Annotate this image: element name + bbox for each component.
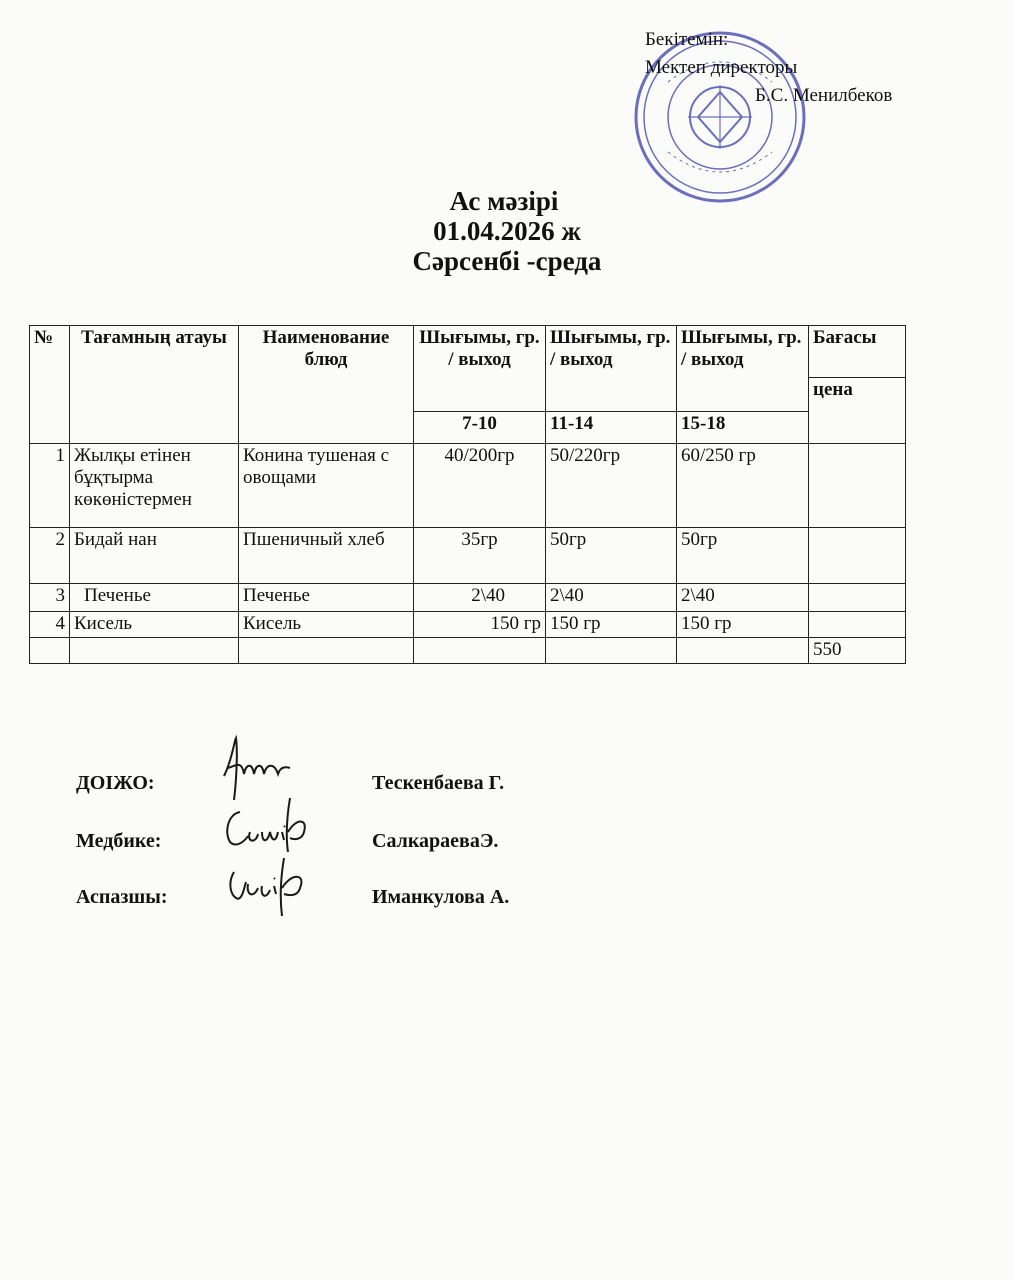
dish-name-kz: Кисель [70, 612, 239, 638]
document-title: Ас мәзірі [449, 186, 559, 216]
signature-name: Тескенбаева Г. [372, 772, 505, 794]
table-row [30, 612, 906, 638]
header-age-7-10: 7-10 [414, 412, 546, 444]
header-dish-name-ru: Наименование блюд [239, 326, 414, 444]
yield-11-14: 50/220гр [546, 444, 677, 528]
row-number: 2 [30, 528, 70, 584]
yield-11-14: 50гр [546, 528, 677, 584]
yield-15-18: 2\40 [677, 584, 809, 612]
handwritten-signature [218, 848, 328, 918]
header-age-11-14: 11-14 [546, 412, 677, 444]
price-cell [809, 444, 906, 528]
empty-cell [414, 638, 546, 664]
header-price-blank [809, 412, 906, 444]
dish-name-kz: Печенье [70, 584, 239, 612]
empty-cell [30, 638, 70, 664]
header-age-15-18: 15-18 [677, 412, 809, 444]
dish-name-kz: Бидай нан [70, 528, 239, 584]
document-weekday: Сәрсенбі -среда [412, 246, 602, 276]
header-number: № [30, 326, 70, 444]
approval-block [645, 26, 892, 110]
total-row [30, 638, 906, 664]
price-cell [809, 612, 906, 638]
yield-15-18: 60/250 гр [677, 444, 809, 528]
row-number: 1 [30, 444, 70, 528]
dish-name-ru: Кисель [239, 612, 414, 638]
table-row [30, 528, 906, 584]
table-row [30, 444, 906, 528]
yield-11-14: 2\40 [546, 584, 677, 612]
approval-position: Мектеп директоры [645, 57, 798, 78]
header-yield-1: Шығымы, гр. / выход [414, 326, 546, 412]
signature-role: Медбике: [76, 830, 162, 852]
yield-7-10: 2\40 [414, 584, 546, 612]
menu-table [29, 325, 906, 664]
row-number: 3 [30, 584, 70, 612]
row-number: 4 [30, 612, 70, 638]
yield-11-14: 150 гр [546, 612, 677, 638]
header-price-kz: Бағасы [809, 326, 906, 378]
price-cell [809, 528, 906, 584]
empty-cell [70, 638, 239, 664]
yield-7-10: 40/200гр [414, 444, 546, 528]
document-date: 01.04.2026 ж [433, 216, 581, 246]
empty-cell [239, 638, 414, 664]
yield-15-18: 50гр [677, 528, 809, 584]
yield-7-10: 150 гр [414, 612, 546, 638]
empty-cell [546, 638, 677, 664]
price-cell [809, 584, 906, 612]
dish-name-ru: Пшеничный хлеб [239, 528, 414, 584]
signature-name: Иманкулова А. [372, 886, 510, 908]
table-row [30, 584, 906, 612]
approval-label: Бекітемін: [645, 29, 729, 50]
header-price-ru: цена [809, 378, 906, 412]
header-yield-3: Шығымы, гр. / выход [677, 326, 809, 412]
header-dish-name-kz: Тағамның атауы [70, 326, 239, 444]
yield-7-10: 35гр [414, 528, 546, 584]
yield-15-18: 150 гр [677, 612, 809, 638]
empty-cell [677, 638, 809, 664]
signature-name: СалкараеваЭ. [372, 830, 499, 852]
header-yield-2: Шығымы, гр. / выход [546, 326, 677, 412]
document-title-block [0, 186, 1014, 276]
approval-director-name: Б.С. Менилбеков [755, 85, 893, 106]
header-row [30, 326, 906, 378]
dish-name-ru: Конина тушеная с овощами [239, 444, 414, 528]
dish-name-ru: Печенье [239, 584, 414, 612]
dish-name-kz: Жылқы етінен бұқтырма көкөністермен [70, 444, 239, 528]
signature-role: Аспазшы: [76, 886, 168, 908]
signature-role: ДОІЖО: [76, 772, 155, 794]
total-price: 550 [809, 638, 906, 664]
